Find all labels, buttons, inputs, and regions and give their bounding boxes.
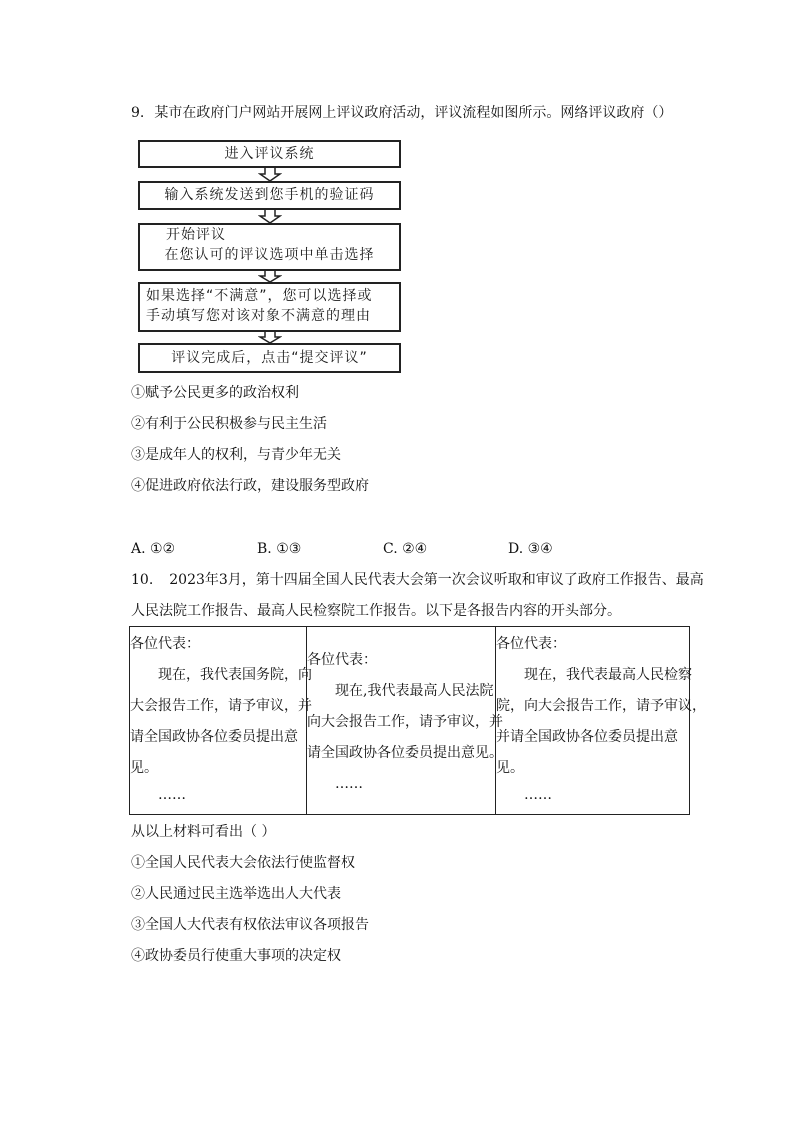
cell-ellipsis: …… <box>158 787 186 803</box>
cell-text: 见。 <box>496 760 524 776</box>
q10-report-table <box>129 626 706 815</box>
cell-text: 大会报告工作，请予审议，并 <box>130 698 312 714</box>
q10-number: 10. <box>131 572 154 588</box>
table-cell-procuratorate-report <box>495 627 706 814</box>
q10-statement-4: ④政协委员行使重大事项的决定权 <box>131 948 341 964</box>
flow-step-2: 输入系统发送到您手机的验证码 <box>138 181 401 210</box>
q9-statement-1: ①赋予公民更多的政治权利 <box>131 385 299 401</box>
q9-flowchart <box>136 137 406 373</box>
cell-text: 现在,我代表最高人民法院 <box>335 683 494 699</box>
q9-option-d: D. ③④ <box>508 541 553 557</box>
q10-stem-text-1: 2023年3月，第十四届全国人民代表大会第一次会议听取和审议了政府工作报告、最高 <box>169 572 704 588</box>
cell-text: 各位代表： <box>496 636 566 652</box>
q10-stem-line-1 <box>131 571 704 589</box>
flow-step-3-line-2: 在您认可的评议选项中单击选择 <box>164 247 375 263</box>
cell-text: 现在，我代表最高人民检察 <box>524 667 692 683</box>
q9-stem <box>131 104 672 122</box>
cell-text: 各位代表： <box>307 652 377 668</box>
q10-prompt: 从以上材料可看出（ ） <box>131 824 276 840</box>
q9-stem-text: 某市在政府门户网站开展网上评议政府活动，评议流程如图所示。网络评议政府（） <box>154 105 673 121</box>
q9-number: 9. <box>131 105 145 121</box>
cell-text: 现在，我代表国务院，向 <box>158 667 312 683</box>
flow-step-3-line-1: 开始评议 <box>166 227 226 243</box>
q10-statement-2: ②人民通过民主选举选出人大代表 <box>131 886 341 902</box>
cell-text: 各位代表： <box>130 636 200 652</box>
cell-text: 院，向大会报告工作，请予审议， <box>496 698 706 714</box>
q9-option-c: C. ②④ <box>383 541 428 557</box>
cell-text: 并请全国政协各位委员提出意 <box>496 729 678 745</box>
flow-step-4-line-1: 如果选择“不满意”，您可以选择或 <box>146 288 373 304</box>
cell-text: 请全国政协各位委员提出意见。 <box>307 745 503 761</box>
q9-option-b: B. ①③ <box>257 541 302 557</box>
q9-statement-4: ④促进政府依法行政，建设服务型政府 <box>131 478 369 494</box>
flow-step-4 <box>138 282 401 332</box>
q9-option-a: A. ①② <box>131 541 176 557</box>
cell-ellipsis: …… <box>335 776 363 792</box>
flow-step-4-line-2: 手动填写您对该对象不满意的理由 <box>146 308 371 324</box>
q10-statement-1: ①全国人民代表大会依法行使监督权 <box>131 855 355 871</box>
flow-arrow-icon <box>258 168 282 182</box>
q10-statement-3: ③全国人大代表有权依法审议各项报告 <box>131 917 369 933</box>
cell-text: 见。 <box>130 760 158 776</box>
cell-text: 向大会报告工作，请予审议，并 <box>307 714 503 730</box>
q9-statement-2: ②有利于公民积极参与民主生活 <box>131 416 327 432</box>
flow-arrow-icon <box>258 210 282 224</box>
flow-step-5: 评议完成后，点击“提交评议” <box>138 343 401 373</box>
flow-step-3 <box>138 223 401 271</box>
q10-stem-line-2: 人民法院工作报告、最高人民检察院工作报告。以下是各报告内容的开头部分。 <box>131 603 621 619</box>
cell-ellipsis: …… <box>524 787 552 803</box>
table-cell-government-report <box>130 627 312 814</box>
cell-text: 请全国政协各位委员提出意 <box>130 729 298 745</box>
table-cell-court-report <box>306 627 503 814</box>
q9-statement-3: ③是成年人的权利，与青少年无关 <box>131 447 341 463</box>
flow-step-1: 进入评议系统 <box>138 140 401 168</box>
